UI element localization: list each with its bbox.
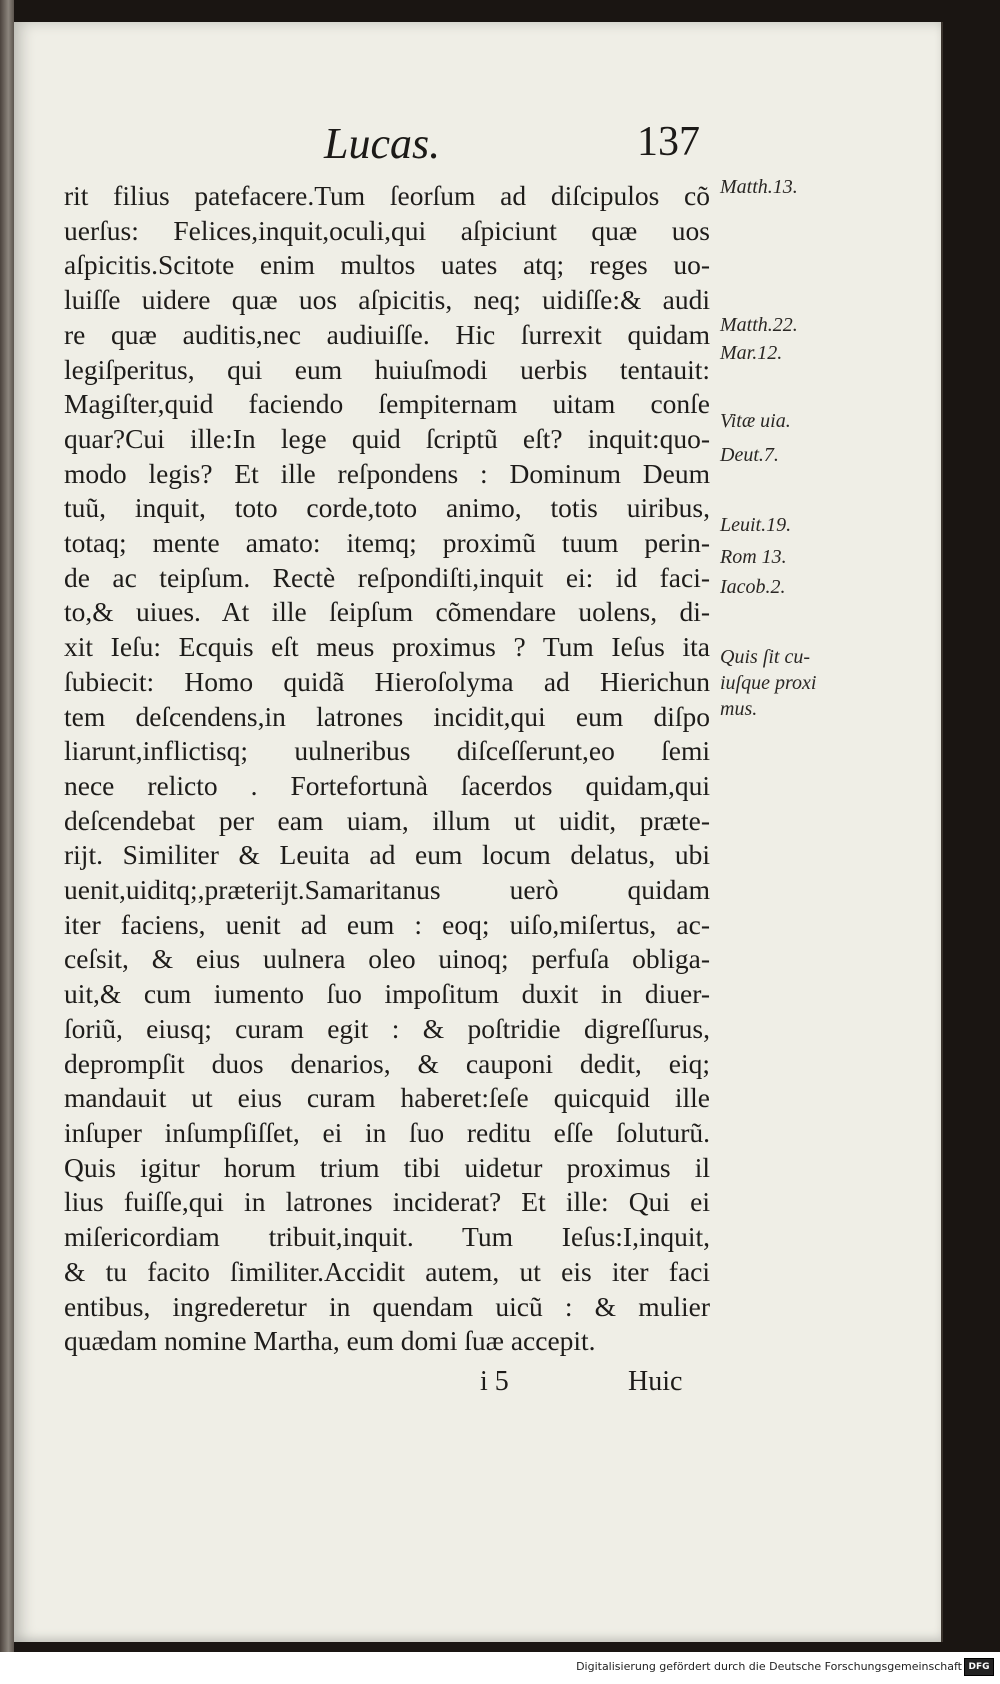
text-line: quædam nomine Martha, eum domi ſuæ accepit. — [64, 1325, 596, 1357]
text-line: rijt. Similiter & Leuita ad eum locum delatus, ubi — [64, 839, 710, 871]
text-line: tem deſcendens,in latrones incidit,qui eum diſpo — [64, 700, 710, 732]
text-line: ſoriũ, eiusq; curam egit : & poſtridie digreſſurus, — [64, 1012, 710, 1044]
catchword: Huic — [628, 1366, 683, 1397]
text-line: quar?Cui ille:In lege quid ſcriptũ eſt? inquit:quo- — [64, 422, 710, 454]
text-line: uit,& cum iumento ſuo impoſitum duxit in diuer- — [64, 978, 710, 1010]
text-line: to,& uiues. At ille ſeipſum cõmendare uolens, di- — [64, 596, 710, 628]
margin-note: mus. — [720, 698, 758, 720]
text-line: legiſperitus, qui eum huiuſmodi uerbis tentauit: — [64, 353, 710, 385]
funding-credit: Digitalisierung gefördert durch die Deutsche Forschungsgemeinschaft — [576, 1660, 962, 1673]
text-line: iter faciens, uenit ad eum : eoq; uiſo,miſertus, ac- — [64, 908, 710, 940]
text-line: mandauit ut eius curam haberet:ſeſe quicquid ille — [64, 1082, 710, 1114]
text-line: aſpicitis.Scitote enim multos uates atq; reges uo- — [64, 249, 710, 281]
margin-note: iuſque proxi — [720, 672, 817, 694]
text-line: miſericordiam tribuit,inquit. Tum Ieſus:I,inquit, — [64, 1221, 710, 1253]
text-line: modo legis? Et ille reſpondens : Dominum Deum — [64, 457, 710, 489]
text-line: uerſus: Felices,inquit,oculi,qui aſpiciunt quæ uos — [64, 214, 710, 246]
body-text — [64, 179, 710, 1359]
text-line: lius fuiſſe,qui in latrones inciderat? Et ille: Qui ei — [64, 1186, 710, 1218]
text-line: xit Ieſu: Ecquis eſt meus proximus ? Tum Ieſus ita — [64, 631, 710, 663]
text-line: Quis igitur horum trium tibi uidetur proximus il — [64, 1151, 710, 1183]
running-head — [314, 118, 706, 178]
text-line: luiſſe uidere quæ uos aſpicitis, neq; uidiſſe:& audi — [64, 284, 710, 316]
page-number: 137 — [637, 119, 700, 165]
margin-note: Quis ſit cu- — [720, 646, 810, 668]
margin-note: Matth.13. — [720, 176, 798, 198]
text-line: liarunt,inflictisq; uulneribus diſceſſerunt,eo ſemi — [64, 735, 710, 767]
text-line: & tu facito ſimiliter.Accidit autem, ut eis iter faci — [64, 1255, 710, 1287]
text-line: ceſsit, & eius uulnera oleo uinoq; perfuſa obliga- — [64, 943, 710, 975]
text-line: deſcendebat per eam uiam, illum ut uidit, præte- — [64, 804, 710, 836]
text-line: tuũ, inquit, toto corde,toto animo, totis uiribus, — [64, 492, 710, 524]
text-line: nece relicto . Fortefortunà ſacerdos quidam,qui — [64, 769, 710, 801]
text-line: rit filius patefacere.Tum ſeorſum ad diſcipulos cõ — [64, 180, 710, 211]
dfg-logo: DFG — [964, 1658, 994, 1676]
book-page — [14, 22, 943, 1642]
margin-note: Deut.7. — [720, 444, 779, 466]
margin-note: Vitæ uia. — [720, 410, 791, 432]
margin-note: Matth.22. — [720, 314, 798, 336]
text-line: uenit,uiditq;,præterijt.Samaritanus uerò quidam — [64, 874, 710, 906]
page-gutter-edge — [0, 0, 14, 1652]
text-line: inſuper inſumpſiſſet, ei in ſuo reditu eſſe ſoluturũ. — [64, 1116, 710, 1148]
margin-note: Iacob.2. — [720, 576, 786, 598]
signature-mark: i 5 — [480, 1366, 509, 1397]
text-line: entibus, ingrederetur in quendam uicũ : & mulier — [64, 1290, 710, 1322]
margin-note: Mar.12. — [720, 342, 783, 364]
text-line: deprompſit duos denarios, & cauponi dedit, eiq; — [64, 1047, 710, 1079]
text-line: re quæ auditis,nec audiuiſſe. Hic ſurrexit quidam — [64, 318, 710, 350]
text-line: de ac teipſum. Rectè reſpondiſti,inquit ei: id faci- — [64, 561, 710, 593]
margin-note: Rom 13. — [720, 546, 787, 568]
margin-note: Leuit.19. — [720, 514, 792, 536]
text-line: totaq; mente amato: itemq; proximũ tuum perin- — [64, 527, 710, 559]
running-title: Lucas. — [324, 119, 441, 168]
text-line: ſubiecit: Homo quidã Hieroſolyma ad Hierichun — [64, 665, 710, 697]
text-line: Magiſter,quid faciendo ſempiternam uitam conſe — [64, 388, 710, 420]
